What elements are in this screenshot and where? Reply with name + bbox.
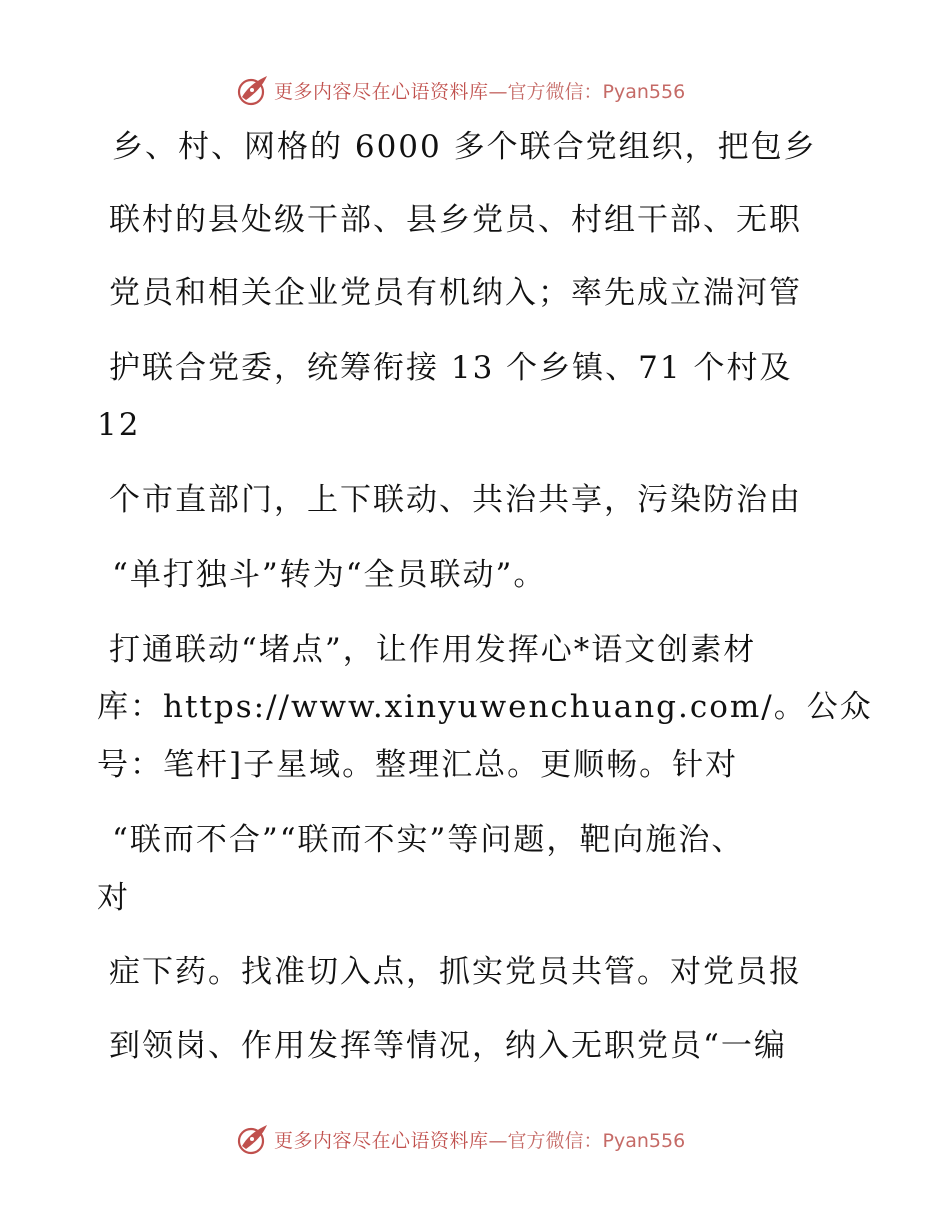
pen-nib-logo-icon <box>236 73 270 107</box>
body-line: 症下药。找准切入点，抓实党员共管。对党员报 <box>109 954 802 990</box>
body-line: 护联合党委，统筹衔接 13 个乡镇、71 个村及 <box>109 350 793 386</box>
pen-nib-logo-icon <box>236 1122 270 1156</box>
body-line: “联而不合”“联而不实”等问题，靶向施治、 <box>112 822 745 858</box>
body-line: 对 <box>97 880 130 916</box>
page-header-watermark <box>236 73 716 107</box>
header-wechat-text: —官方微信：Pyan556 <box>488 80 686 103</box>
body-line: “单打独斗”转为“全员联动”。 <box>112 557 547 593</box>
body-line: 个市直部门，上下联动、共治共享，污染防治由 <box>109 482 802 518</box>
body-line: 乡、村、网格的 6000 多个联合党组织，把包乡 <box>112 129 817 165</box>
body-line: 打通联动“堵点”，让作用发挥心*语文创素材 <box>109 632 757 668</box>
body-line: 号：笔杆]子星域。整理汇总。更顺畅。针对 <box>97 747 739 783</box>
body-line: 12 <box>97 407 141 443</box>
body-line: 联村的县处级干部、县乡党员、村组干部、无职 <box>109 202 802 238</box>
body-line: 到领岗、作用发挥等情况，纳入无职党员“一编 <box>109 1028 787 1064</box>
page-footer-watermark <box>236 1122 716 1156</box>
footer-brand-text: 更多内容尽在心语资料库 <box>274 1129 489 1152</box>
header-brand-text: 更多内容尽在心语资料库 <box>274 80 489 103</box>
footer-wechat-text: —官方微信：Pyan556 <box>488 1129 686 1152</box>
body-line: 党员和相关企业党员有机纳入；率先成立湍河管 <box>109 275 802 311</box>
body-line: 库：https://www.xinyuwenchuang.com/。公众 <box>97 689 873 725</box>
